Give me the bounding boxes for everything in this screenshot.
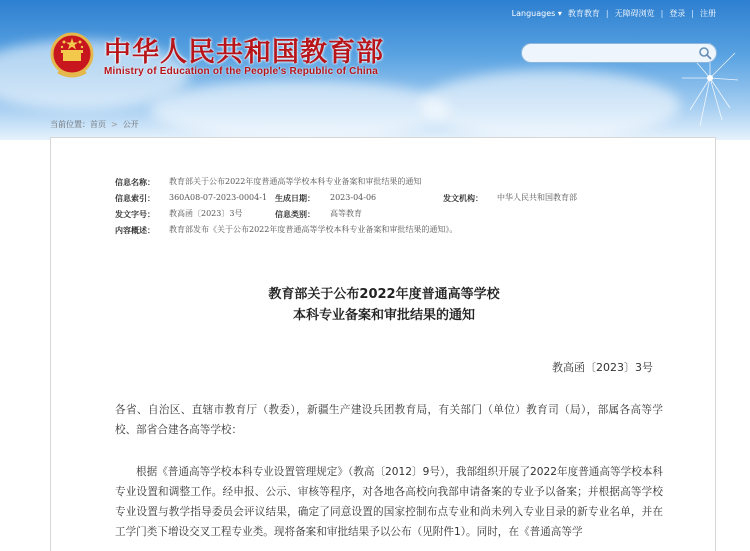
meta-label: 发文字号： — [115, 209, 155, 219]
site-subtitle: Ministry of Education of the People's Republic of China — [104, 66, 378, 77]
topnav-link-register[interactable]: 注册 — [700, 9, 716, 18]
breadcrumb-label: 当前位置： — [50, 120, 90, 129]
site-header — [0, 0, 750, 140]
meta-label: 生成日期： — [275, 193, 315, 203]
national-emblem-icon[interactable] — [50, 32, 94, 78]
meta-label: 内容概述： — [115, 225, 155, 235]
meta-date: 2023-04-06 — [330, 193, 377, 202]
languages-menu[interactable]: Languages ▾ — [511, 9, 562, 18]
breadcrumb-home[interactable]: 首页 — [90, 120, 106, 129]
separator: | — [660, 9, 664, 18]
document-title — [51, 284, 716, 326]
document-number: 教高函〔2023〕3号 — [552, 361, 653, 374]
meta-issuer: 中华人民共和国教育部 — [497, 193, 577, 202]
topnav-link-login[interactable]: 登录 — [669, 9, 686, 18]
topnav-link-edu[interactable]: 教育教育 — [567, 9, 600, 18]
meta-doc-number: 教高函〔2023〕3号 — [169, 209, 243, 218]
meta-info-name: 教育部关于公布2022年度普通高等学校本科专业备案和审批结果的通知 — [169, 177, 422, 186]
document-title-line: 教育部关于公布2022年度普通高等学校 — [268, 287, 500, 302]
article-panel — [50, 137, 716, 551]
separator: | — [605, 9, 609, 18]
document-title-line: 本科专业备案和审批结果的通知 — [292, 308, 475, 323]
search-icon[interactable] — [698, 46, 712, 60]
search-box — [521, 43, 717, 63]
paragraph-body: 根据《普通高等学校本科专业设置管理规定》（教高〔2012〕9号），我部组织开展了2022年度普通高等学校本科专业设置和调整工作。经申报、公示、审核等程序，对各地各高校向我部申请备案的专业予以备案；并根据高等学校专业设置与教学指导委员会评议结果，确定了同意设置的国家控制布点专业和尚未列入专业目录的新专业名单，并在工学门类下增设交叉工程专业类。现将备案和审批结果予以公布（见附件1）。同时，在《普通高等学 — [115, 466, 663, 538]
breadcrumb — [50, 119, 139, 130]
meta-summary: 教育部发布《关于公布2022年度普通高等学校本科专业备案和审批结果的通知》。 — [169, 225, 458, 234]
meta-category: 高等教育 — [330, 209, 362, 218]
cloud-decoration — [420, 70, 680, 140]
meta-label: 信息名称： — [115, 177, 155, 187]
topnav-link-accessibility[interactable]: 无障碍浏览 — [614, 9, 655, 18]
meta-label: 信息类别： — [275, 209, 315, 219]
chevron-down-icon: ▾ — [557, 9, 562, 18]
breadcrumb-public[interactable]: 公开 — [122, 120, 139, 129]
cloud-decoration — [150, 80, 450, 140]
meta-label: 信息索引： — [115, 193, 155, 203]
paragraph-addressees: 各省、自治区、直辖市教育厅（教委），新疆生产建设兵团教育局，有关部门（单位）教育司（局），部属各高等学校、部省合建各高等学校： — [115, 404, 663, 436]
breadcrumb-arrow-icon: > — [111, 120, 118, 129]
top-navigation — [512, 8, 716, 19]
meta-label: 发文机构： — [443, 193, 483, 203]
separator: | — [691, 9, 694, 18]
search-input[interactable] — [522, 47, 692, 65]
site-title[interactable]: 中华人民共和国教育部 — [104, 37, 384, 68]
meta-index: 360A08-07-2023-0004-1 — [169, 193, 268, 202]
